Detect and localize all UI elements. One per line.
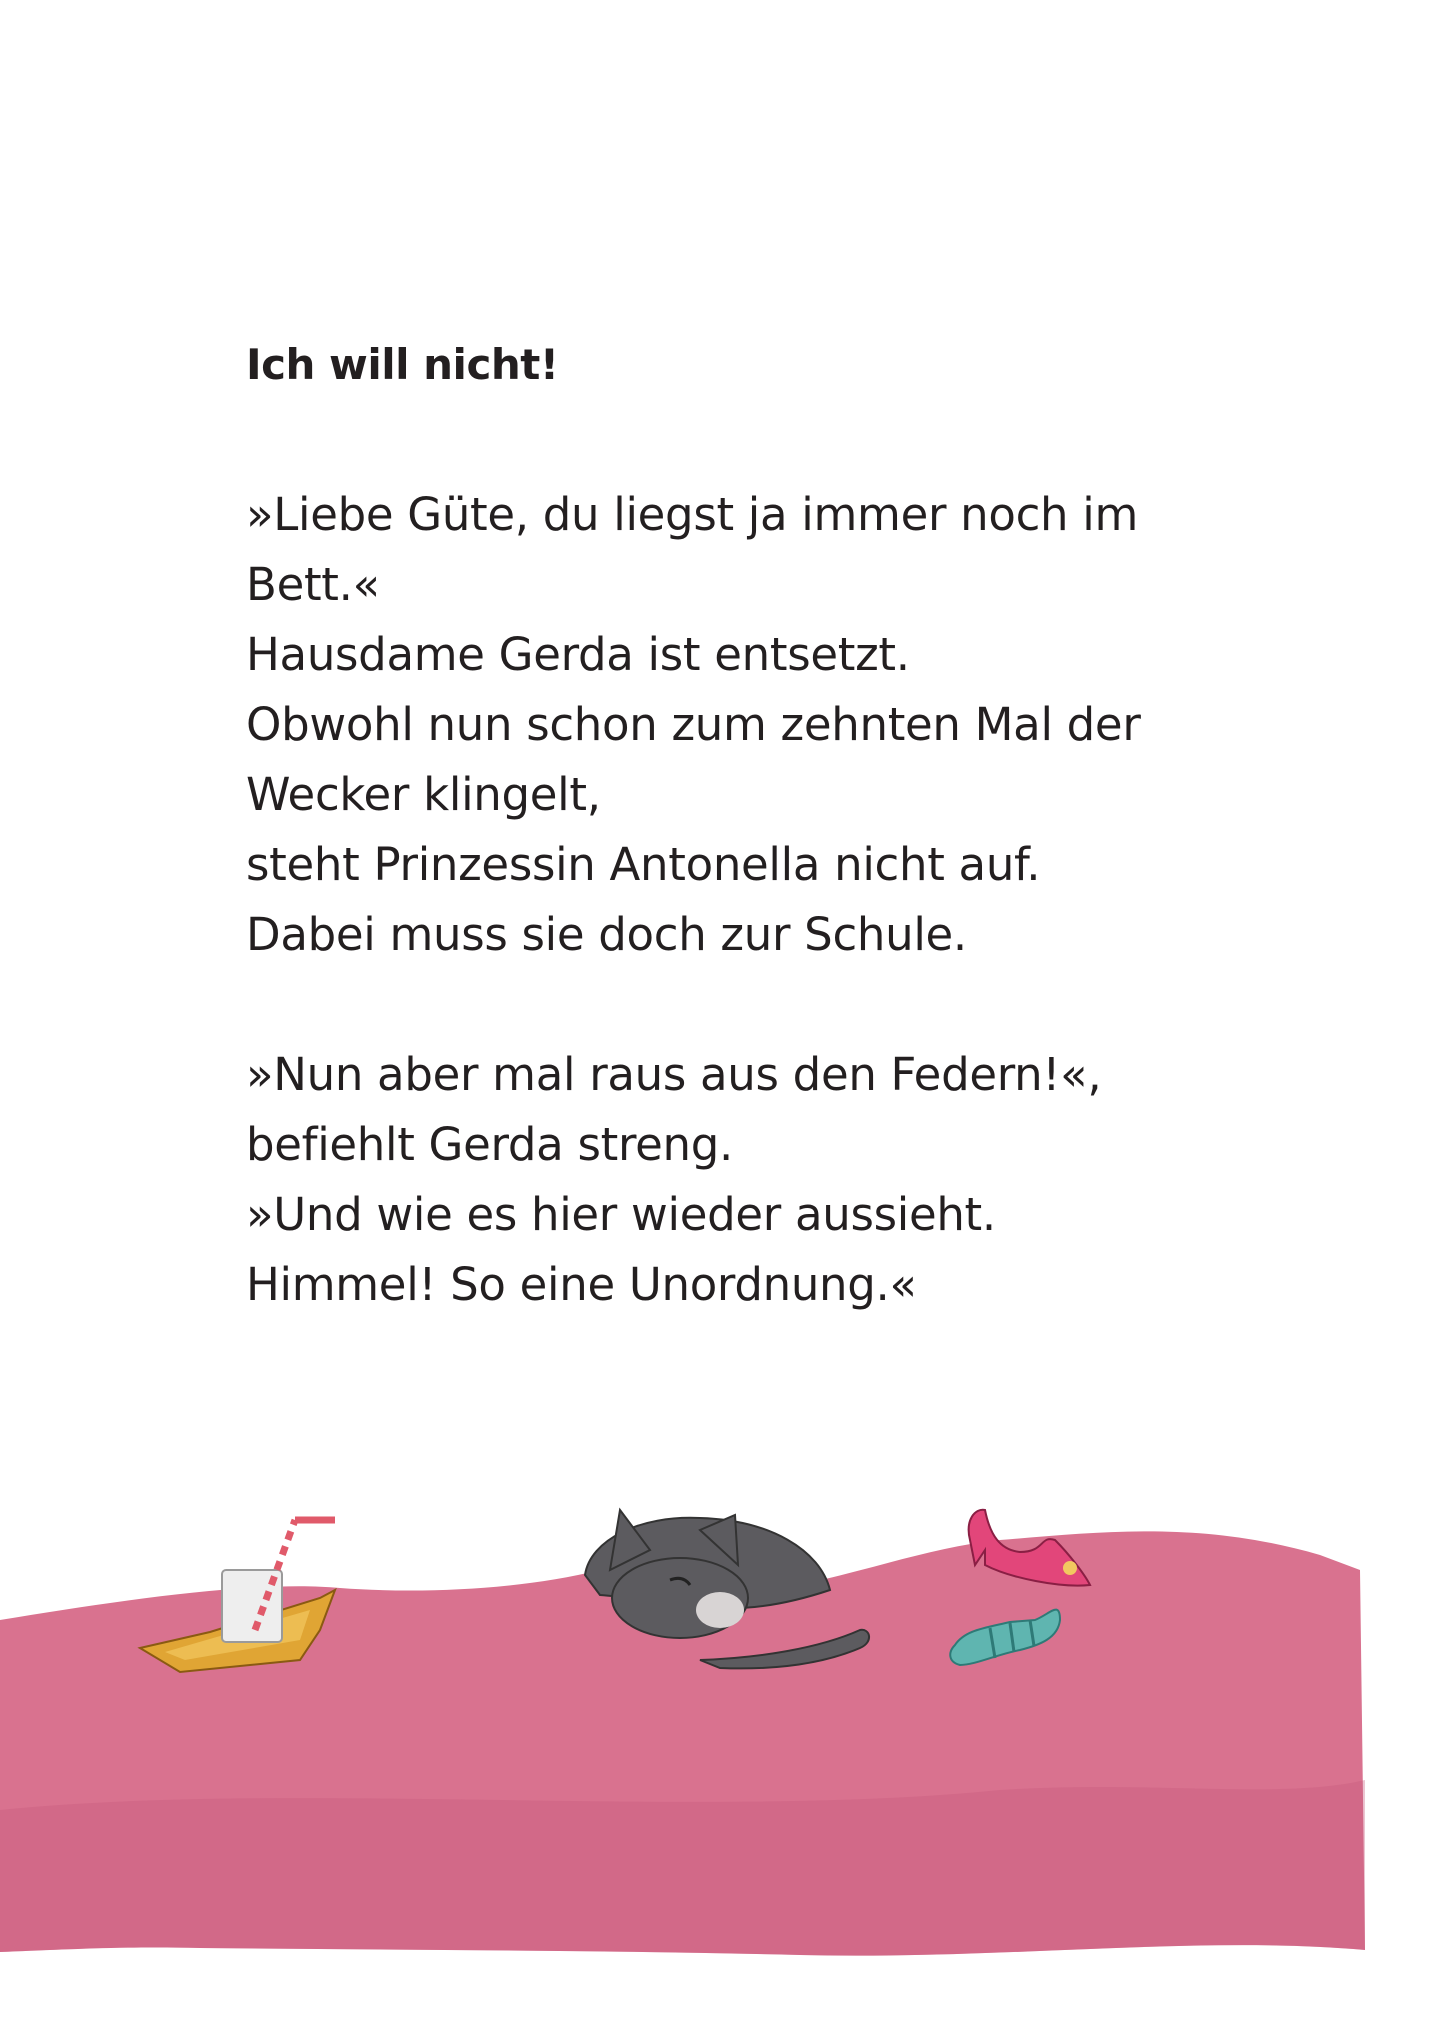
text-line: Hausdame Gerda ist entsetzt. <box>246 628 910 681</box>
text-line: Bett.« <box>246 558 380 611</box>
text-line: »Und wie es hier wieder aussieht. <box>246 1188 996 1241</box>
text-line: Obwohl nun schon zum zehnten Mal der <box>246 698 1141 751</box>
text-line: steht Prinzessin Antonella nicht auf. <box>246 838 1041 891</box>
paragraph-1 <box>246 480 1141 970</box>
text-line: Dabei muss sie doch zur Schule. <box>246 908 967 961</box>
text-line: befiehlt Gerda streng. <box>246 1118 734 1171</box>
text-line: Wecker klingelt, <box>246 768 601 821</box>
paragraph-2 <box>246 1040 1101 1320</box>
text-line: »Nun aber mal raus aus den Federn!«, <box>246 1048 1102 1101</box>
blanket-shade <box>0 1780 1365 1956</box>
text-line: »Liebe Güte, du liegst ja immer noch im <box>246 488 1139 541</box>
text-line: Himmel! So eine Unordnung.« <box>246 1258 917 1311</box>
chapter-title: Ich will nicht! <box>246 340 559 389</box>
bed-illustration <box>0 1480 1445 1980</box>
